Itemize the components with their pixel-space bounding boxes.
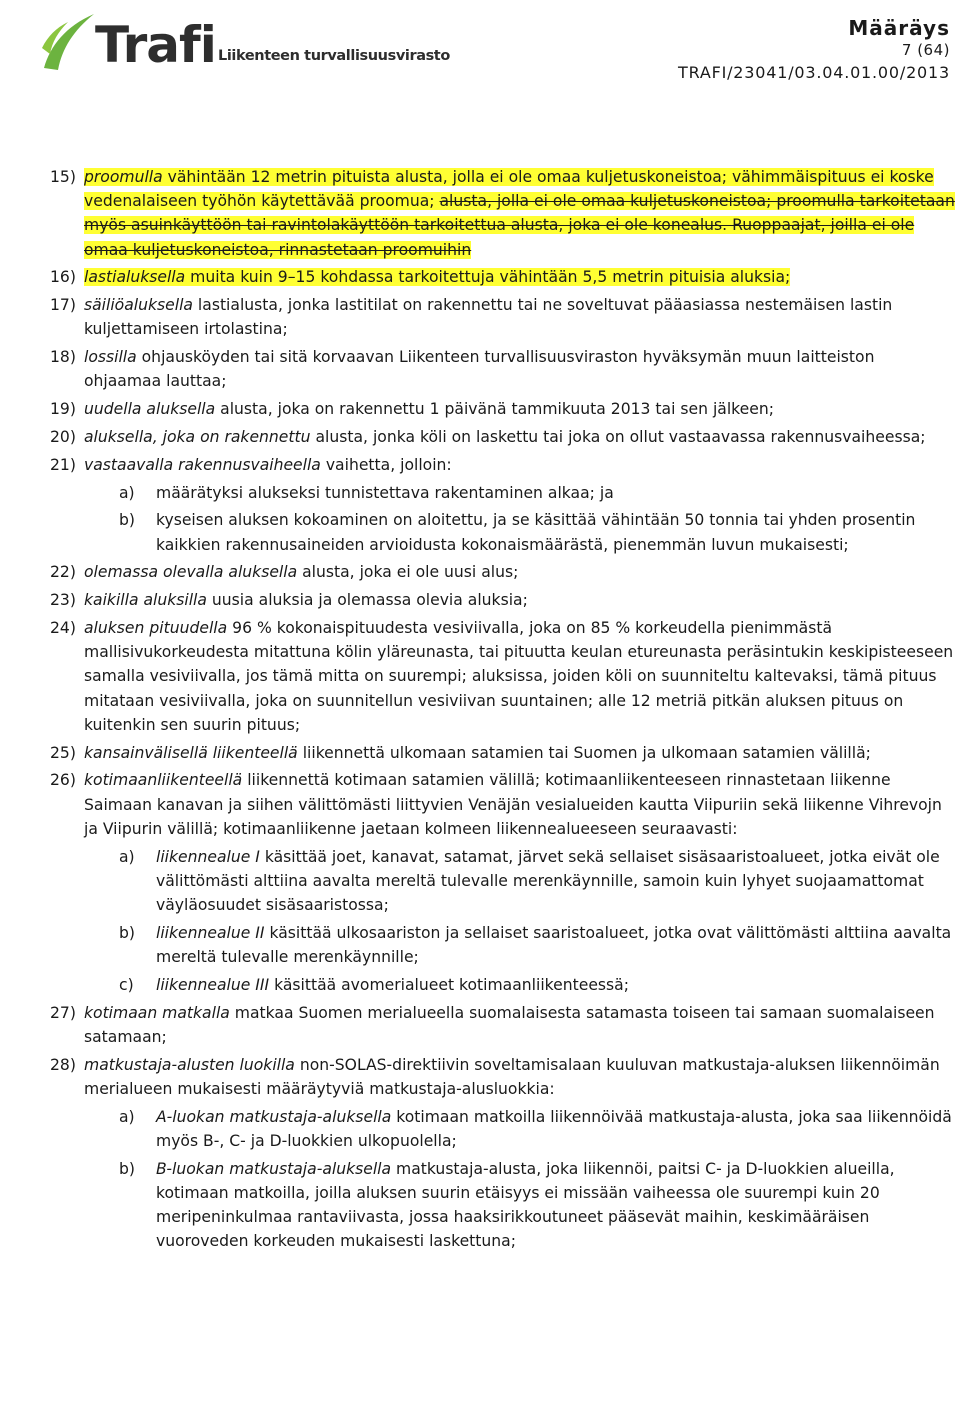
definition-item <box>50 293 956 341</box>
definition-item <box>50 588 956 612</box>
logo-subtitle: Liikenteen turvallisuusvirasto <box>218 48 450 64</box>
item-number: 19) <box>50 400 76 419</box>
term: kotimaanliikenteellä <box>84 771 243 790</box>
definition-text: non-SOLAS-direktiivin soveltamisalaan kuuluvan matkustaja-aluksen liikennöimän merialueen mukaisesti määräytyviä matkustaja-alusluokkia: <box>84 1055 940 1098</box>
definition-item <box>50 1001 956 1049</box>
sub-item-text: määrätyksi alukseksi tunnistettava rakentaminen alkaa; ja <box>156 483 614 502</box>
definition-item <box>50 560 956 584</box>
item-number: 27) <box>50 1003 76 1022</box>
term: säiliöaluksella <box>84 296 193 315</box>
sub-item <box>50 845 956 918</box>
sub-item-text: kotimaan matkoilla liikennöivää matkustaja-alusta, joka saa liikennöidä myös B-, C- ja D-luokkien ulkopuolella; <box>156 1107 952 1150</box>
definition-text: vähintään 12 metrin pituista alusta, jolla ei ole omaa kuljetuskoneistoa; vähimmäispituus ei koske vedenalaiseen työhön käytettävää proomua; <box>84 168 934 211</box>
term: uudella aluksella <box>84 400 216 419</box>
definition-text: matkaa Suomen merialueella suomalaisesta satamasta toiseen tai samaan suomalaiseen satamaan; <box>84 1003 935 1046</box>
term: lastialuksella <box>84 268 186 287</box>
document-meta <box>678 16 950 86</box>
term: proomulla <box>84 168 163 186</box>
sub-item-term: liikennealue I <box>156 847 260 866</box>
term: lossilla <box>84 348 137 367</box>
term: aluksen pituudella <box>84 618 228 637</box>
definition-text: uusia aluksia ja olemassa olevia aluksia; <box>206 591 528 610</box>
sub-item <box>50 508 956 556</box>
definition-text: alusta, jonka köli on laskettu tai joka on ollut vastaavassa rakennusvaiheessa; <box>310 428 926 446</box>
sub-item-term: A-luokan matkustaja-aluksella <box>156 1107 392 1126</box>
sub-item-label: c) <box>119 975 134 994</box>
definition-text: ohjausköyden tai sitä korvaavan Liikenteen turvallisuusviraston hyväksymän muun laitteiston ohjaamaa lauttaa; <box>84 348 875 391</box>
term: kotimaan matkalla <box>84 1003 230 1022</box>
definition-item <box>50 768 956 841</box>
definition-item <box>50 425 956 449</box>
sub-item <box>50 1105 956 1153</box>
definition-item <box>50 397 956 421</box>
document-id: TRAFI/23041/03.04.01.00/2013 <box>678 63 950 82</box>
sub-item-term: liikennealue III <box>156 975 270 994</box>
item-number: 22) <box>50 563 76 582</box>
definition-text: lastialusta, jonka lastitilat on rakennettu tai ne soveltuvat pääasiassa nestemäisen lastin kuljettamiseen irtolastina; <box>84 296 893 339</box>
term: matkustaja-alusten luokilla <box>84 1055 295 1074</box>
logo-wordmark: Trafi <box>95 16 216 74</box>
sub-item <box>50 921 956 969</box>
definition-text: liikennettä ulkomaan satamien tai Suomen ja ulkomaan satamien välillä; <box>297 743 871 762</box>
document-type: Määräys <box>848 16 950 40</box>
item-number: 25) <box>50 743 76 762</box>
sub-item-term: B-luokan matkustaja-aluksella <box>156 1159 392 1178</box>
definition-text: vaihetta, jolloin: <box>320 455 452 474</box>
definition-text: liikennettä kotimaan satamien välillä; kotimaanliikenteeseen rinnastetaan liikenne Saimaan kanavan ja siihen välittömästi liittyvien Venäjän vesialueiden kautta Viipuriin sekä liikenne Vihrevojn ja Viipurin välillä; kotimaanliikenne jaetaan kolmeen liikennealueeseen seuraavasti: <box>84 771 942 838</box>
definition-text: alusta, joka ei ole uusi alus; <box>297 563 519 582</box>
definition-item <box>50 1053 956 1101</box>
struck-text: alusta, jolla ei ole omaa kuljetuskoneistoa; proomulla tarkoitetaan myös asuinkäyttöön tai ravintolakäyttöön tarkoitettua alusta, joka ei ole konealus. Ruoppaajat, joilla ei ole omaa kuljetuskoneistoa, rinnastetaan proomuihin <box>84 192 955 259</box>
page-header <box>0 0 960 100</box>
sub-item-label: a) <box>119 847 135 866</box>
item-number: 26) <box>50 771 76 790</box>
term: olemassa olevalla aluksella <box>84 563 298 582</box>
definition-item <box>50 453 956 477</box>
highlighted-text <box>84 168 955 259</box>
sub-item-text: kyseisen aluksen kokoaminen on aloitettu, ja se käsittää vähintään 50 tonnia tai yhden prosentin kaikkien rakennusaineiden arvioidusta kokonaismäärästä, pienemmän luvun mukaisesti; <box>156 511 916 554</box>
sub-item-label: a) <box>119 483 135 502</box>
definition-item <box>50 265 956 289</box>
sub-item-label: b) <box>119 923 135 942</box>
definition-item <box>50 616 956 737</box>
sub-item <box>50 1157 956 1254</box>
item-number: 23) <box>50 591 76 610</box>
sub-item <box>50 481 956 505</box>
trafi-logo <box>40 8 450 76</box>
sub-item-text: matkustaja-alusta, joka liikennöi, paitsi C- ja D-luokkien alueilla, kotimaan matkoilla, joilla aluksen suurin etäisyys ei missään vaiheessa ole suurempi kuin 20 meripeninkulmaa rantaviivasta, jossa haaksirikkoutuneet pääsevät maihin, keskimääräisen vuoroveden korkeuden mukaisesti laskettuna; <box>156 1159 895 1251</box>
sub-item-label: b) <box>119 511 135 530</box>
definitions-list <box>50 165 956 1257</box>
item-number: 18) <box>50 348 76 367</box>
sub-item-text: käsittää ulkosaariston ja sellaiset saaristoalueet, jotka ovat välittömästi alttiina aavalta mereltä tulevalle merenkäynnille; <box>156 923 952 966</box>
trafi-swoosh-icon <box>40 8 100 76</box>
definition-item <box>50 741 956 765</box>
definition-text: alusta, joka on rakennettu 1 päivänä tammikuuta 2013 tai sen jälkeen; <box>215 400 774 419</box>
definition-text: muita kuin 9–15 kohdassa tarkoitettuja vähintään 5,5 metrin pituisia aluksia; <box>185 268 791 287</box>
item-number: 24) <box>50 618 76 637</box>
sub-item-term: liikennealue II <box>156 923 265 942</box>
definition-item <box>50 345 956 393</box>
item-number: 20) <box>50 428 76 446</box>
term: aluksella, joka on rakennettu <box>84 428 311 446</box>
sub-item-text: käsittää avomerialueet kotimaanliikenteessä; <box>269 975 629 994</box>
term: kaikilla aluksilla <box>84 591 207 610</box>
definition-item <box>50 165 956 262</box>
term: kansainvälisellä liikenteellä <box>84 743 298 762</box>
sub-item-text: käsittää joet, kanavat, satamat, järvet sekä sellaiset sisäsaaristoalueet, jotka eivät ole välittömästi alttiina aavalta mereltä tulevalle merenkäynnille, samoin kuin lyhyet suojaamattomat väyläosuudet sisäsaaristossa; <box>156 847 940 914</box>
sub-item-label: a) <box>119 1107 135 1126</box>
term: vastaavalla rakennusvaiheella <box>84 455 321 474</box>
page-number: 7 (64) <box>901 41 950 59</box>
highlighted-text <box>84 268 790 286</box>
item-number: 17) <box>50 296 76 315</box>
item-number: 16) <box>50 268 76 287</box>
sub-item <box>50 973 956 997</box>
item-number: 21) <box>50 455 76 474</box>
item-number: 15) <box>50 168 76 186</box>
definition-text: 96 % kokonaispituudesta vesiviivalla, joka on 85 % korkeudella pienimmästä mallisivukorkeudesta mitattuna kölin yläreunasta, tai pituutta keulan etureunasta peräsintukin keskipisteeseen samalla vesiviivalla, jos tämä mitta on suurempi; aluksissa, joiden köli on suunniteltu kaltevaksi, tämä pituus mitataan vesiviivalla, joka on suunnitellun vesiviivan suuntainen; alle 12 metriä pitkän aluksen pituus on kuitenkin sen suurin pituus; <box>84 618 954 734</box>
sub-item-label: b) <box>119 1159 135 1178</box>
item-number: 28) <box>50 1055 76 1074</box>
